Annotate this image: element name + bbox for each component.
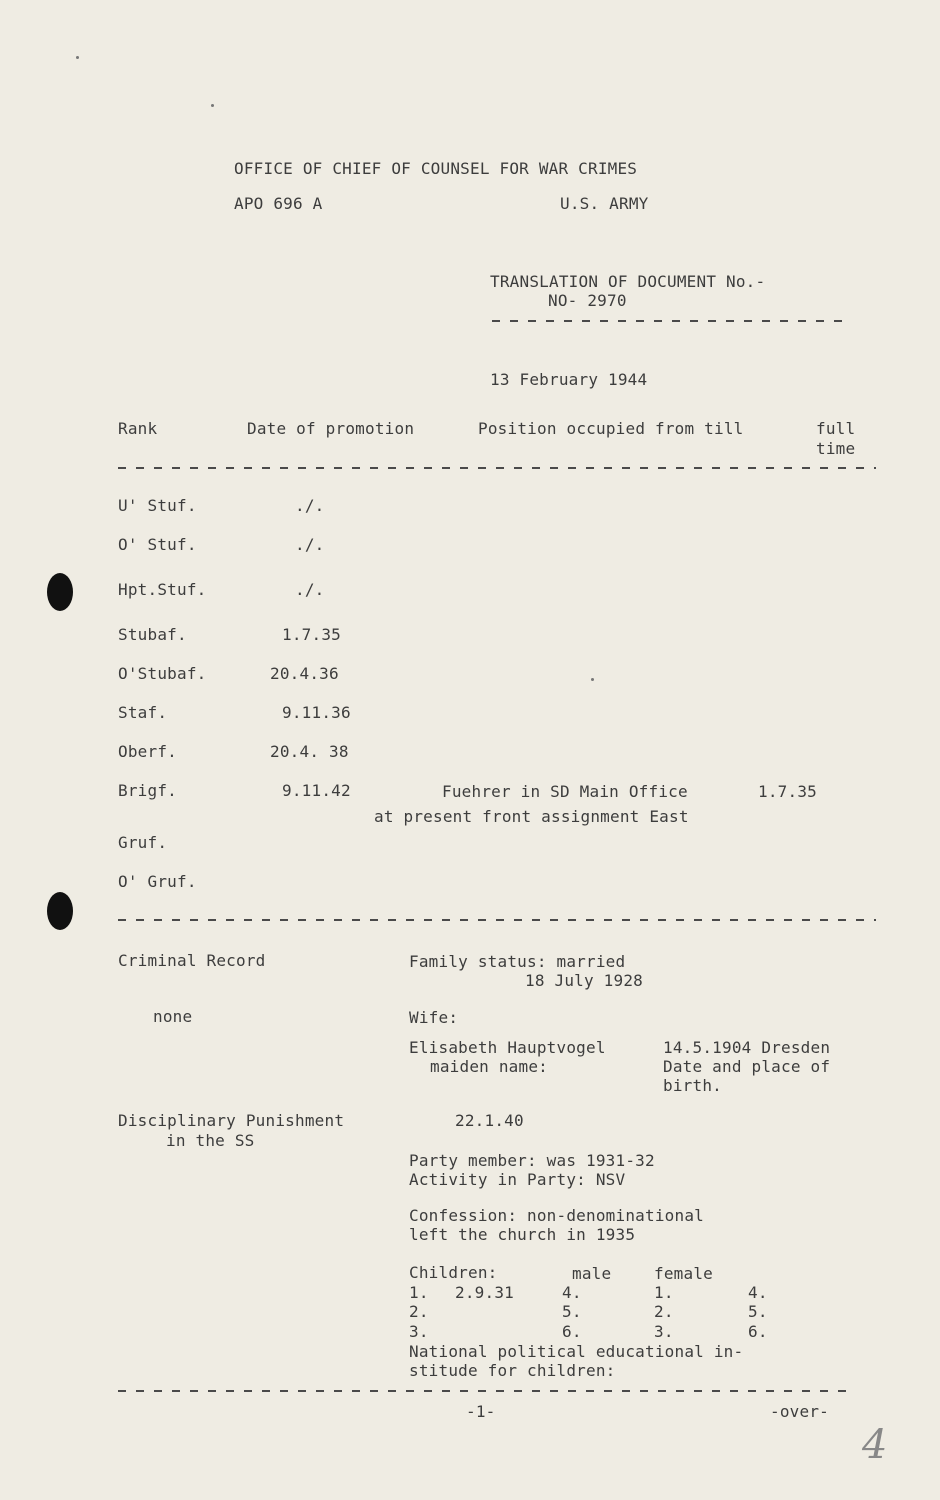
- rank-name: Brigf.: [118, 781, 177, 800]
- npe-line-2: stitude for children:: [409, 1361, 616, 1380]
- col-date-header: Date of promotion: [247, 419, 415, 438]
- translation-line-1: TRANSLATION OF DOCUMENT No.-: [490, 272, 766, 291]
- rank-date: 9.11.36: [282, 703, 351, 722]
- rank-date: ./.: [295, 496, 325, 515]
- document-date: 13 February 1944: [490, 370, 648, 389]
- criminal-record-value: none: [153, 1007, 193, 1026]
- child-number: 5.: [748, 1302, 768, 1321]
- party-member: Party member: was 1931-32: [409, 1151, 655, 1170]
- rank-date: ./.: [295, 535, 325, 554]
- child-number: 3.: [409, 1322, 429, 1341]
- divider: [492, 320, 852, 322]
- birth-label-2: birth.: [663, 1076, 722, 1095]
- paper-speck: [591, 678, 594, 681]
- rank-name: O'Stubaf.: [118, 664, 207, 683]
- position-title: Fuehrer in SD Main Office: [442, 782, 688, 801]
- over-label: -over-: [770, 1402, 829, 1421]
- punch-hole: [47, 573, 73, 611]
- translation-line-2: NO- 2970: [548, 291, 627, 310]
- page-number: -1-: [466, 1402, 496, 1421]
- position-current: at present front assignment East: [374, 807, 689, 826]
- office-title: OFFICE OF CHIEF OF COUNSEL FOR WAR CRIMES: [234, 159, 638, 178]
- birth-label-1: Date and place of: [663, 1057, 831, 1076]
- child-number: 2.: [409, 1302, 429, 1321]
- maiden-name-label: maiden name:: [430, 1057, 548, 1076]
- divider: [118, 919, 876, 921]
- child-number: 4.: [748, 1283, 768, 1302]
- left-church: left the church in 1935: [409, 1225, 636, 1244]
- wife-label: Wife:: [409, 1008, 459, 1027]
- wife-name: Elisabeth Hauptvogel: [409, 1038, 606, 1057]
- children-label: Children:: [409, 1263, 498, 1282]
- rank-name: O' Gruf.: [118, 872, 197, 891]
- rank-date: 1.7.35: [282, 625, 341, 644]
- date-entry: 22.1.40: [455, 1111, 524, 1130]
- col-time-header: time: [816, 439, 856, 458]
- marriage-date: 18 July 1928: [525, 971, 643, 990]
- rank-name: U' Stuf.: [118, 496, 197, 515]
- rank-date: 20.4.36: [270, 664, 339, 683]
- col-position-header: Position occupied from till: [478, 419, 744, 438]
- child-number: 1.: [654, 1283, 674, 1302]
- disciplinary-label-2: in the SS: [166, 1131, 255, 1150]
- family-status: Family status: married: [409, 952, 626, 971]
- criminal-record-label: Criminal Record: [118, 951, 266, 970]
- paper-speck: [76, 56, 79, 59]
- handwritten-page-number: 4: [862, 1422, 888, 1468]
- child-number: 3.: [654, 1322, 674, 1341]
- divider: [118, 1390, 856, 1392]
- child-number: 2.: [654, 1302, 674, 1321]
- rank-name: Stubaf.: [118, 625, 187, 644]
- rank-date: 9.11.42: [282, 781, 351, 800]
- rank-name: Gruf.: [118, 833, 168, 852]
- col-full-header: full: [816, 419, 856, 438]
- apo-number: APO 696 A: [234, 194, 323, 213]
- punch-hole: [47, 892, 73, 930]
- rank-name: Oberf.: [118, 742, 177, 761]
- divider: [118, 467, 876, 469]
- child-number: 6.: [562, 1322, 582, 1341]
- rank-date: ./.: [295, 580, 325, 599]
- party-activity: Activity in Party: NSV: [409, 1170, 626, 1189]
- confession: Confession: non-denominational: [409, 1206, 704, 1225]
- child-number: 1.: [409, 1283, 429, 1302]
- col-rank-header: Rank: [118, 419, 158, 438]
- paper-speck: [211, 104, 214, 107]
- male-label: male: [572, 1264, 612, 1283]
- rank-name: Hpt.Stuf.: [118, 580, 207, 599]
- position-from: 1.7.35: [758, 782, 817, 801]
- rank-name: O' Stuf.: [118, 535, 197, 554]
- wife-birth: 14.5.1904 Dresden: [663, 1038, 831, 1057]
- disciplinary-label-1: Disciplinary Punishment: [118, 1111, 345, 1130]
- child-number: 6.: [748, 1322, 768, 1341]
- female-label: female: [654, 1264, 713, 1283]
- child-birthdate: 2.9.31: [455, 1283, 514, 1302]
- child-number: 4.: [562, 1283, 582, 1302]
- rank-name: Staf.: [118, 703, 168, 722]
- rank-date: 20.4. 38: [270, 742, 349, 761]
- child-number: 5.: [562, 1302, 582, 1321]
- npe-line-1: National political educational in-: [409, 1342, 744, 1361]
- army-label: U.S. ARMY: [560, 194, 649, 213]
